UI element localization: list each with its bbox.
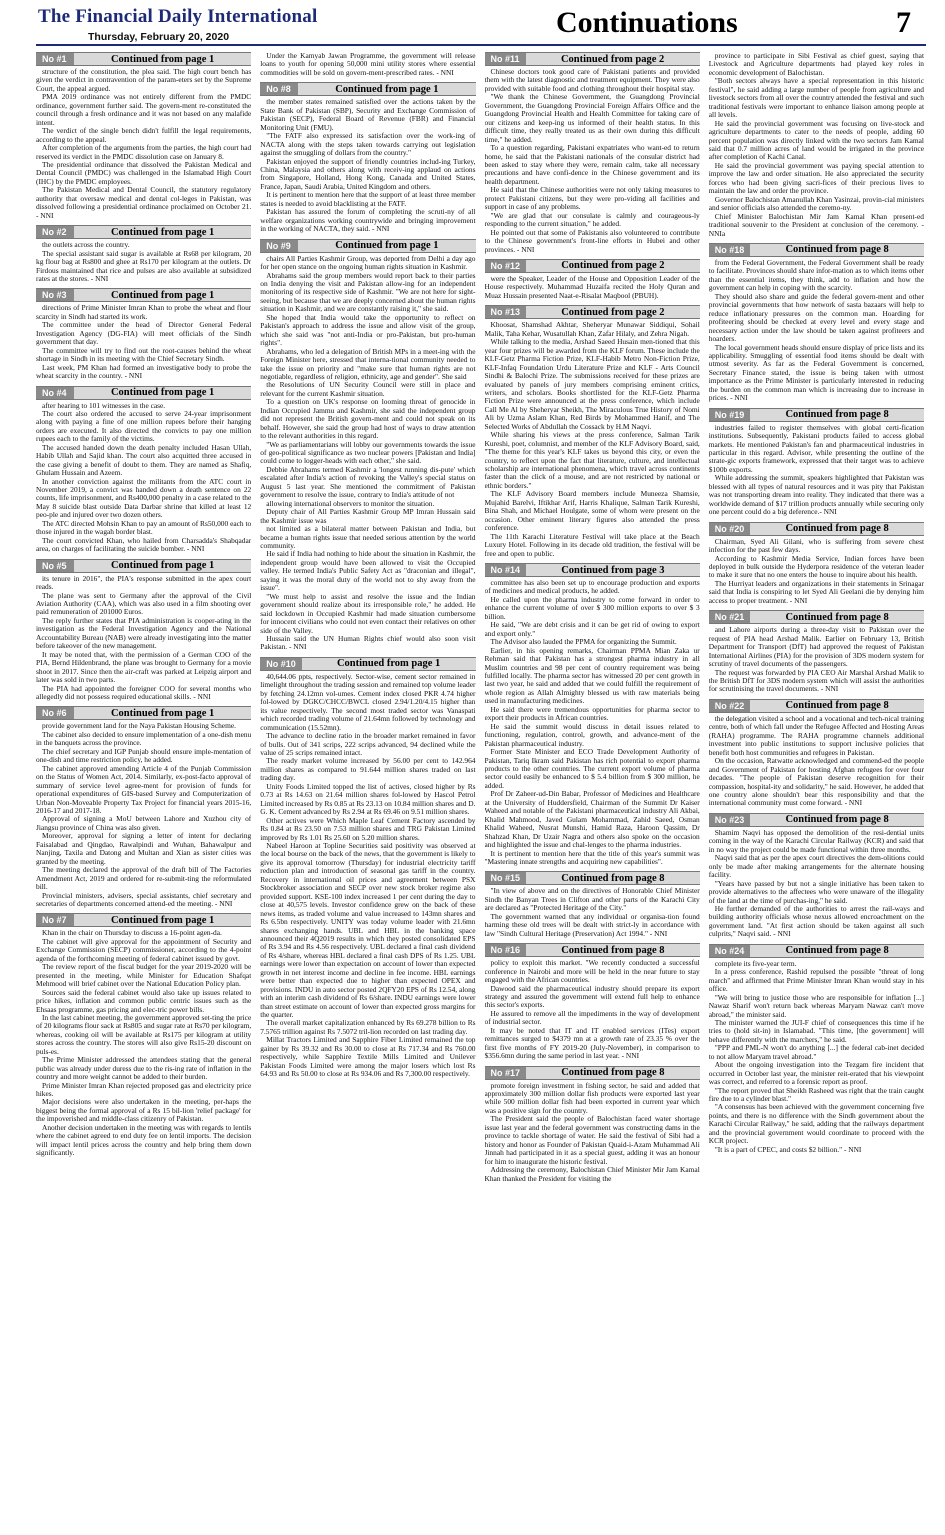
continued-from-label: Continued from page 8 bbox=[750, 700, 924, 712]
article-paragraph: The review report of the fiscal budget for the year 2019-2020 will be presented in the meeting, while Minister for Education Shafqat Mehmood will brief cabinet over the National Education Policy plan. bbox=[36, 962, 252, 989]
article-paragraph: Prof Dr Zaheer-ud-Din Babar, Professor of Medicines and Healthcare at the University of Huddersfield, Chairman of the Summit Dr Kaiser Waheed and notable of the Pakistani pharmaceutical industry Ali Akbai, Khalid Mahmood, Javed Gulam Mohammad, Zahid Saeed, Osman Khalid Waheed, Nusrat Munshi, Hamid Raza, Haroon Qassim, Dr Shahzad Khan, Dr Uzair Nagra and others also spoke on the occasion and highlighted the issue and chal-lenges to the pharma industries. bbox=[484, 789, 700, 850]
continuation-header bbox=[709, 408, 924, 422]
article-paragraph: Other actives were Which Maple Leaf Cement Factory ascended by Rs 0.84 at Rs 23.50 on 7.53 million shares and TRG Pakistan Limited improved by Rs 1.01 Rs 25.60 on 5.20 million shares. bbox=[260, 815, 476, 842]
article-paragraph: It is pertinent to mention here that the support of at least three member states is needed to avoid blacklisting at the FATF. bbox=[260, 190, 476, 208]
article-paragraph: The committee will try to find out the root-causes behind the wheat shortage in Sindh in its meeting with the Chief Secretary Sindh. bbox=[36, 345, 252, 364]
continued-from-label: Continued from page 8 bbox=[750, 409, 924, 421]
article-paragraph: the Resolutions of UN Security Council were still in place and relevant for the current Kashmir situation. bbox=[260, 380, 476, 398]
article-paragraph: Dawood said the pharmaceutical industry should prepare its export strategy and assured the government will extend full help to enhance this sector's exports. bbox=[484, 983, 700, 1010]
continuation-number: No #15 bbox=[485, 872, 527, 884]
section-title: Continuations bbox=[556, 6, 738, 39]
continuation-block bbox=[36, 706, 251, 908]
article-paragraph: Last week, PM Khan had formed an investigative body to probe the wheat scarcity in the country. - NNI bbox=[36, 362, 252, 381]
article-paragraph: Shamim Naqvi has opposed the demolition of the resi-dential units coming in the way of the Karachi Circular Railway (KCR) and said that in no way the project could be made functional within three months. bbox=[708, 827, 924, 854]
continuation-block bbox=[485, 259, 700, 300]
article-paragraph: The request was forwarded by PIA CEO Air Marshal Arshad Malik to the British DfT for 3DS modern system which will assist the authorities for scrutinising the travel documents. - NNI bbox=[708, 667, 924, 694]
continuation-number: No #11 bbox=[485, 53, 526, 65]
article-paragraph: It may be noted that IT and IT enabled services (ITes) export remittances surged to $4379 mn at a growth rate of 23.35 % over the first five months of FY 2019-20 (July-November), in comparison to $356.6mn during the same period in last year. - NNI bbox=[484, 1025, 700, 1061]
article-paragraph: 40,644.06 ppts, respectively. Sector-wise, cement sector remained in limelight throughout the trading session and remained top volume leader by fetching 24.12mn vol-umes. Cement index closed PKR 4.74 higher fol-lowed by DGKC/CHCC/BWCL closed 2.94/1.20/4.15 higher than its value respectively. The second most traded sector was Vanaspati which recorded trading volume of 21.64mn followed by technology and communication (15.52mn). bbox=[260, 671, 476, 732]
article-paragraph: "We will bring to justice those who are responsible for inflation [...] Nawaz Sharif won't return back whereas Maryam Nawaz can't move abroad," the minister said. bbox=[708, 992, 924, 1019]
article-paragraph: She hoped that India would take the opportunity to reflect on Pakistan's approach to address the issue and allow visit of the group, which she said was "not anti-India or pro-Pakistan, but pro-human rights". bbox=[260, 312, 476, 348]
article-paragraph: Under the Kamyab Jawan Programme, the government will release loans to youth for opening 50,000 mini utility stores where essential commodities will be sold on govern-ment-prescribed rates. - NNI bbox=[260, 52, 476, 77]
article-paragraph: The accused handed down the death penalty included Hasan Ullah, Habib Ullah and Sajid khan. The court also acquitted three accused in the case giving a benefit of doubt to them. They are named as Shafiq, Ghulam Hussain and Azeem. bbox=[36, 442, 252, 478]
article-paragraph: Former State Minister and ECO Trade Development Authority of Pakistan, Tariq Ikram said Pakistan has rich potential to export pharma products to the other countries. The current export volume of pharma sector could easily be enhanced to $ 5.4 billion from $ 300 million, he added. bbox=[484, 747, 700, 790]
continuation-number: No #16 bbox=[485, 944, 527, 956]
continuation-block bbox=[36, 913, 251, 1157]
article-paragraph: He said that the Chinese authorities were not only taking measures to protect Pakistani citizens, but they were pro-viding all facilities and support in case of any problems. bbox=[484, 185, 700, 212]
continuation-number: No #9 bbox=[260, 240, 298, 252]
continuation-number: No #4 bbox=[36, 387, 74, 399]
article-paragraph: He further demanded of the authorities to arrest the rail-ways and building authority officials whose nexus allowed encroachment on the government land. "At first action should be taken against all such culprits," Naqvi said. - NNI bbox=[708, 903, 924, 939]
article-paragraph: The verdict of the single bench didn't fulfill the legal requirements, according to the appeal. bbox=[36, 126, 252, 144]
article-paragraph: and Lahore airports during a three-day visit to Pakistan over the request of PIA head Arshad Malik. Earlier on February 13, British Department for Transport (DfT) had approved the request of Pakistan International Airlines (PIA) for the provision of 3DS modern system for scrutiny of travel documents of the passengers. bbox=[708, 625, 924, 669]
continuation-number: No #19 bbox=[709, 409, 751, 421]
article-paragraph: The Pakistan Medical and Dental Council, the statutory regulatory authority that oversaw medical and dental col-leges in Pakistan, was dissolved following a presidential ordinance proclaimed on October 21. - NNI bbox=[36, 185, 252, 220]
article-paragraph: The reply further states that PIA administration is cooper-ating in the investigation as the Federal Investigation Agency and the National Accountability Bureau (NAB) were already investigating into the matter before takeover of the new management. bbox=[36, 615, 252, 651]
article-paragraph: were the Speaker, Leader of the House and Opposition Leader of the House respectively. Muhammad Huzaifa recited the Holy Quran and Muaz Hussain presented Naat-e-Risalat Maqbool (PBUH). bbox=[484, 273, 700, 300]
article-paragraph: Debbie Abrahams termed Kashmir a 'longest running dis-pute' which escalated after India's action of revoking the Valley's special status on August 5 last year. She mentioned the commitment of Pakistan government to resolve the issue, contrary to India's attitude of not bbox=[260, 464, 476, 500]
article-paragraph: Addressing the ceremony, Balochistan Chief Minister Mir Jam Kamal Khan thanked the President for visiting the bbox=[484, 1165, 700, 1183]
continued-from-label: Continued from page 1 bbox=[302, 658, 476, 670]
article-paragraph: PMA 2019 ordinance was not entirely different from the PMDC ordinance, government further said. The govern-ment re-constituted the council through a fresh ordinance and it was not based on any malafide intent. bbox=[36, 92, 252, 127]
article-paragraph: Khoosat, Shamshad Akhtar, Sheheryar Munawar Siddiqui, Sohail Malik, Taha Kehar, Wusatullah Khan, Zafar Hilaly, and Zehra Nigah. bbox=[484, 320, 700, 338]
article-paragraph: Earlier, in his opening remarks, Chairman PPMA Mian Zaka ur Rehman said that Pakistan has a strongest pharma industry in all Muslim countries and 98 per cent of country requirement was being fulfilled locally. The pharma sector has witnessed 20 per cent growth in last two year, he said and added that we could fulfill the requirement of whole region as Allah Almighty blessed us with raw materials being used in manufacturing medicines. bbox=[484, 645, 700, 706]
article-paragraph: He pointed out that some of Pakistanis also volunteered to contribute to the Chinese government's front-line efforts in Hubei and other provinces. - NNI bbox=[484, 227, 700, 254]
continuation-block bbox=[485, 943, 700, 1060]
article-paragraph: Naqvi said that as per the apex court directives the dem-olitions could only be made after making arrangements for the alternate housing facility. bbox=[708, 853, 924, 880]
continuation-number: No #17 bbox=[485, 1067, 527, 1079]
continuation-number: No #13 bbox=[485, 306, 527, 318]
article-paragraph: promote foreign investment in fishing sector, he said and added that approximately 300 million dollar fish products were exported last year while 500 million dollar fish had been exported in current year which was a positive sign for the country. bbox=[484, 1080, 700, 1115]
continuation-header bbox=[36, 386, 251, 400]
article-paragraph: after hearing to 101 witnesses in the case. bbox=[42, 400, 166, 410]
continued-from-label: Continued from page 1 bbox=[74, 53, 251, 65]
article-paragraph: He said the summit would discuss in detail issues related to functioning, regulation, control, growth, and advance-ment of the Pakistan pharmaceutical industry. bbox=[484, 721, 700, 748]
article-paragraph: It is pertinent to mention here that the title of this year's summit was "Mastering innate strengths and acquiring new capabilities". bbox=[484, 848, 700, 866]
continuation-block bbox=[709, 813, 924, 939]
article-paragraph: "We as parliamentarians will lobby our governments towards the issue of geo-political significance as two nuclear powers [Pakistan and India] could come to logger-heads with each other," she said. bbox=[260, 439, 476, 466]
continuation-header bbox=[485, 52, 700, 66]
continuation-header bbox=[36, 52, 251, 66]
article-paragraph: Millat Tractors Limited and Sapphire Fiber Limited remained the top gainer by Rs 39.32 and Rs 30.00 to close at Rs 717.34 and Rs 760.00 respectively, while Sapphire Textile Mills Limited and Unilever Pakistan Foods Limited were among the major losers which lost Rs 64.93 and Rs 50.00 to close at Rs 934.06 and Rs 7,300.00 respectively. bbox=[260, 1035, 476, 1079]
article-paragraph: not limited as a bilateral matter between Pakistan and India, but became a human rights issue that needed serious attention by the world community. bbox=[260, 524, 476, 551]
continuation-block bbox=[709, 699, 924, 808]
article-paragraph: Hussain said the UN Human Rights chief would also soon visit Pakistan. - NNI bbox=[260, 634, 476, 652]
article-paragraph: Khan in the chair on Thursday to discuss a 16-point agen-da. bbox=[42, 928, 222, 938]
column-3 bbox=[485, 52, 700, 1527]
page-number: 7 bbox=[896, 6, 911, 39]
masthead bbox=[0, 0, 945, 48]
article-paragraph: Prime Minister Imran Khan rejected proposed gas and electricity price hikes. bbox=[36, 1080, 252, 1099]
continued-from-label: Continued from page 8 bbox=[526, 872, 700, 884]
continued-from-label: Continued from page 1 bbox=[74, 387, 251, 399]
article-paragraph: According to Kashmir Media Service, Indian forces have been deployed in bulk outside the Hyderpora residence of the veteran leader to make it sure that no one enters the house to inquire about his health. bbox=[708, 553, 924, 580]
article-paragraph: Chief Minister Balochistan Mir Jam Kamal Khan present-ed traditional souvenir to the President at conclusion of the ceremony. - NNIa bbox=[708, 211, 924, 238]
continued-from-label: Continued from page 8 bbox=[750, 814, 924, 826]
article-paragraph: "We must help to assist and resolve the issue and the Indian government should realize about its irresponsible role," he added. He said lockdown in Occupied Kashmir had made situation cumbersome for innocent civilians who could not even contact their relatives on other side of the Valley. bbox=[260, 591, 476, 635]
article-paragraph: Chairman, Syed Ali Gilani, who is suffering from severe chest infection for the past few days. bbox=[708, 536, 924, 555]
article-paragraph: the delegation visited a school and a vocational and tech-nical training centre, both of which fall under the Refugee Affected and Hosting Areas (RAHA) programme. The RAHA programme channels additional investment into public institutions to support inclusive policies that benefit both host communities and refugees in Pakistan. bbox=[708, 713, 924, 757]
article-paragraph: "We are glad that our consulate is calmly and courageous-ly responding to the current situation," he added. bbox=[484, 210, 700, 229]
article-paragraph: The 11th Karachi Literature Festival will take place at the Beach Luxury Hotel. Following in its decade old tradition, the festival will be free and open to public. bbox=[484, 531, 700, 558]
continuation-header bbox=[260, 82, 475, 96]
continuation-block bbox=[709, 243, 924, 403]
continuation-block bbox=[36, 559, 251, 702]
article-paragraph: "Years have passed by but not a single initiative has been taken to provide alternatives to the affectees who were unaware of the illegality of the land at the time of purchas-ing," he said. bbox=[708, 878, 924, 905]
article-paragraph: The government warned that any individual or organisa-tion found harming these old trees will be dealt with strict-ly in accordance with law "Sindh Cultural Heritage (Preservation) Act 1994." - NNI bbox=[484, 911, 700, 938]
continued-from-label: Continued from page 8 bbox=[526, 944, 700, 956]
article-paragraph: "We thank the Chinese Government, the Guangdong Provincial Government, the Guangdong Provincial Foreign Affairs Office and the Guangdong Provincial Health and Health Committee for taking care of our citizens and keep-ing us informed of their health status. In this difficult time, they really treated us as their own during this difficult time," he added. bbox=[484, 92, 700, 144]
continuation-block bbox=[485, 563, 700, 866]
article-paragraph: "In view of above and on the directives of Honorable Chief Minister Sindh the Banyan Trees in Clifton and other parts of the Karachi City are declared as "Protected Heritage of the City." bbox=[484, 886, 700, 913]
article-paragraph: allowing international observers to monitor the situation. bbox=[266, 498, 435, 508]
article-paragraph: The Prime Minister addressed the attendees stating that the general public was already under duress due to the ris-ing rate of inflation in the country and more weight cannot be added to their burden. bbox=[36, 1055, 252, 1082]
article-paragraph: the outlets across the country. bbox=[42, 240, 130, 250]
continuation-block bbox=[36, 386, 251, 554]
continuation-header bbox=[709, 610, 924, 624]
article-paragraph: Unity Foods Limited topped the list of actives, closed higher by Rs 0.73 at Rs 14.63 on 21.64 million shares fol-lowed by Hascol Petrol Limited increased by Rs 0.85 at Rs 23.13 on 10.84 million shares and D. G. K. Cement advanced by Rs 2.94 at Rs 69.46 on 9.51 million shares. bbox=[260, 781, 476, 817]
continued-from-label: Continued from page 8 bbox=[750, 244, 924, 256]
article-paragraph: Governor Balochistan Amanullah Khan Yasinzai, provin-cial ministers and senior officials also attended the ceremo-ny. bbox=[708, 194, 924, 213]
continuation-block bbox=[36, 52, 251, 220]
article-paragraph: They should also share and guide the federal govern-ment and other provincial governments that how network of sasta bazaars will help to reduce inflationary pressures on the common man. Hoarding for profiteering should be checked at every level and every stage and necessary action under the law should be taken against profiteers and hoarders. bbox=[708, 291, 924, 344]
continuation-block bbox=[36, 225, 251, 283]
continued-from-label: Continued from page 2 bbox=[526, 306, 700, 318]
continuation-block bbox=[485, 52, 700, 254]
continued-from-label: Continued from page 1 bbox=[298, 240, 475, 252]
article-paragraph: The PIA had appointed the foreigner COO for several months who allegedly did not possess required educational skills. - NNI bbox=[36, 683, 252, 701]
continuation-header bbox=[36, 288, 251, 302]
continuation-number: No #22 bbox=[709, 700, 751, 712]
column-2 bbox=[260, 52, 475, 1527]
article-paragraph: "Both sectors always have a special representation in this historic festival", he said adding a large number of people from agriculture and livestock sectors from all over the country attended the festival and such traditional festivals were important to enhance liaison among people at all levels. bbox=[708, 76, 924, 120]
continuation-header bbox=[709, 522, 924, 536]
article-paragraph: He said, "We are debt crisis and it can be get rid of owing to export and export only." bbox=[484, 620, 700, 638]
article-paragraph: He assured to remove all the impediments in the way of development of industrial sector. bbox=[484, 1008, 700, 1027]
article-paragraph: The chief secretary and IGP Punjab should ensure imple-mentation of one-dish and time restriction policy, he added. bbox=[36, 746, 252, 765]
article-paragraph: To a question on UK's response on looming threat of genocide in Indian Occupied Jammu and Kashmir, she said the independent group did not represent the British govern-ment and could not speak on its behalf. However, she said the group had host of ways to draw attention to the relevant authorities in this regard. bbox=[260, 397, 476, 441]
article-paragraph: The cabinet will give approval for the appointment of Security and Exchange Commission (SECP) commissioner, according to the 4-point agenda of the forthcoming meeting of federal cabinet issued by govt. bbox=[36, 936, 252, 963]
article-paragraph: complete its five-year term. bbox=[714, 958, 797, 968]
continuation-block bbox=[485, 305, 700, 558]
article-paragraph: The ready market volume increased by 56.00 per cent to 142.964 million shares as compared to 91.644 million shares traded on last trading day. bbox=[260, 756, 476, 783]
article-paragraph: After completion of the arguments from the parties, the high court had reserved its verdict in the PMDC dissolution case on January 8. bbox=[36, 143, 252, 161]
article-paragraph: He said the provincial government was focusing on live-stock and agriculture departments to cater to the needs of people, adding 60 percent population was directly linked with the two sectors Jam Kamal said that 0.7 million acres of land would be irrigated in the province after completion of Kachi Canal. bbox=[708, 118, 924, 162]
continuation-block bbox=[709, 52, 924, 238]
article-paragraph: industries failed to register themselves with global certi-fication institutions. Subsequently, Pakistani products failed to access global markets. He mentioned Pakistan's fan and pharmaceutical industries in particular in this regard. Advisor, while presenting the outline of the strate-gic exports framework, expressed that their target was to achieve $100b exports. bbox=[708, 422, 924, 474]
continuation-number: No #1 bbox=[36, 53, 74, 65]
continuation-number: No #7 bbox=[36, 914, 74, 926]
article-paragraph: "PPP and PML-N won't do anything [...] the federal cab-inet decided to not allow Maryam travel abroad." bbox=[708, 1043, 924, 1061]
article-paragraph: He said if India had nothing to hide about the situation in Kashmir, the independent group would have been allowed to visit the Occupied valley. He termed India's Public Safety Act as "draconian and illegal", saying it was the moral duty of the world not to shy away from the issue". bbox=[260, 549, 476, 593]
continuation-header bbox=[709, 944, 924, 958]
article-paragraph: from the Federal Government, the Federal Government shall be ready to facilitate. Provinces should share infor-mation as to which items other than the essential items, they think, add to inflation and how the government can help in coping with the scarcity. bbox=[708, 257, 924, 293]
continuation-number: No #5 bbox=[36, 560, 74, 572]
continuation-header bbox=[709, 243, 924, 257]
article-paragraph: The President said the people of Balochistan faced water shortage issue last year and the federal government was constructing dams in the province to tackle shortage of water. He said the festival of Sibi had a history and honor as Founder of Pakistan Quaid-i-Azam Muhammad Ali Jinnah had participated in it as a special guest, adding it was an honour for him to inaugurate the historic festival. bbox=[484, 1114, 700, 1166]
continued-from-label: Continued from page 2 bbox=[526, 260, 700, 272]
continuation-header bbox=[36, 706, 251, 720]
publication-date: Thursday, February 20, 2020 bbox=[88, 31, 230, 43]
article-paragraph: Approval of signing a MoU between Lahore and Xuzhou city of Jiangsu province of China was also given. bbox=[36, 814, 252, 832]
article-paragraph: Sources said the federal cabinet would also take up issues related to price hikes, inflation and common public centric issues such as the Ehsaas programme, gas pricing and elec-tric power bills. bbox=[36, 987, 252, 1014]
article-paragraph: Deputy chair of All Parties Kashmir Group MP Imran Hussain said the Kashmir issue was bbox=[260, 507, 476, 525]
article-paragraph: The cabinet approved amending Article 4 of the Punjab Commission on the Status of Women Act, 2014. Similarly, ex-post-facto approval of summary of service level agree-ment for provision of funds for operational expenditures of GIS-based Survey and Computerization of Urban Non-Moveable Property Tax Project for financial years 2015-16, 2016-17 and 2017-18. bbox=[36, 763, 252, 815]
article-paragraph: In the last cabinet meeting, the government approved set-ting the price of 20 kilograms flour sack at Rs805 and sugar rate at Rs70 per kilogram, whereas, cooking oil will be available at Rs175 per kilogram at utility stores across the country. The stores will also give Rs15-20 discount on puls-es. bbox=[36, 1012, 252, 1056]
article-paragraph: The presidential ordinance that dissolved the Pakistan Medical and Dental Council (PMDC) was challenged in the Islamabad High Court (IHC) by the PMDC employees. bbox=[36, 159, 252, 186]
newspaper-name: The Financial Daily International bbox=[38, 6, 318, 27]
continuation-header bbox=[36, 913, 251, 927]
continued-from-label: Continued from page 1 bbox=[298, 83, 475, 95]
continued-from-label: Continued from page 8 bbox=[750, 611, 924, 623]
continuation-header bbox=[485, 943, 700, 957]
continued-from-label: Continued from page 8 bbox=[750, 945, 924, 957]
article-paragraph: Pakistan has assured the forum of completing the scruti-ny of all welfare organizations working countrywide and bringing improvement in the working of NACTA, they said. - NNI bbox=[260, 207, 476, 234]
article-paragraph: On the occasion, Ratwatte acknowledged and commend-ed the people and Government of Pakistan for hosting Afghan refugees for over four decades. "The people of Pakistan deserve recognition for their compassion, hospital-ity and solidarity," he said. However, he added that one country alone shouldn't bear this responsibility and that the international community must come forward. - NNI bbox=[708, 756, 924, 808]
article-paragraph: The court convicted Khan, who hailed from Charsadda's Shabqadar area, on charges of facilitating the suicide bomber. - NNI bbox=[36, 535, 252, 554]
article-paragraph: "The FATF also expressed its satisfaction over the work-ing of NACTA along with the steps taken towards carrying out legislation against the smuggling of dollars from the country." bbox=[260, 131, 476, 158]
article-paragraph: "A consensus has been achieved with the government concerning five points, and there is no difference with the Sindh government about the Karachi Circular Railway," he said, adding that the railways department and the provincial government would coordinate to proceed with the KCR project. bbox=[708, 1102, 924, 1146]
continuation-block bbox=[709, 944, 924, 1154]
article-columns bbox=[36, 52, 926, 1527]
continuation-header bbox=[709, 699, 924, 713]
continuation-block bbox=[709, 408, 924, 517]
article-paragraph: While addressing the summit, speakers highlighted that Pakistan was blessed with all types of natural resources and it was pity that Pakistan was not transporting dream into reality. They indicated that there was a worldwide demand of $17 trillion products annually while securing only one percent could do a big deference.- NNI bbox=[708, 473, 924, 517]
continuation-number: No #10 bbox=[260, 658, 302, 670]
continuation-header bbox=[485, 259, 700, 273]
article-paragraph: The overall market capitalization enhanced by Rs 69.278 billion to Rs 7.5765 trillion against Rs 7.5072 tril-lion recorded on last trading day. bbox=[260, 1018, 476, 1036]
article-paragraph: The committee under the head of Director General Federal Investigation Agency (DG-FIA) will meet officials of the Sindh government that day. bbox=[36, 320, 252, 347]
article-paragraph: Another decision undertaken in the meeting was with regards to lentils where the cabinet agreed to end duty fee on lentil imports. The decision will impact lentil prices across the country and help bring them down significantly. bbox=[36, 1122, 252, 1158]
article-paragraph: The Hurriyat leaders and organizations in their statements in Srinagar said that India is conspiring to let Syed Ali Geelani die by denying him access to proper treatment. - NNI bbox=[708, 578, 924, 605]
continuation-block bbox=[260, 52, 475, 77]
continuation-block bbox=[709, 522, 924, 606]
continuation-header bbox=[485, 305, 700, 319]
continued-from-label: Continued from page 2 bbox=[526, 53, 700, 65]
continuation-header bbox=[260, 657, 475, 671]
article-paragraph: The special assistant said sugar is available at Rs68 per kilogram, 20 kg flour bag at Rs800 and ghee at Rs170 per kilogram at the outlets. Dr Firdous maintained that rice and pulses are also available at subsidized rates at the stores. - NNI bbox=[36, 248, 252, 283]
article-paragraph: Moreover, approval for signing a letter of intent for declaring Faisalabad and Qingdao, Rawalpindi and Wuhan, Bahawalpur and Nanjing, Taxila and Datong and Multan and Xian as sister cities was granted by the meeting. bbox=[36, 831, 252, 866]
continuation-header bbox=[36, 225, 251, 239]
article-paragraph: In a press conference, Rashid repulsed the possible "threat of long march" and affirmed that Prime Minister Imran Khan would stay in his office. bbox=[708, 967, 924, 994]
article-paragraph: Abrahams said the group members would report back to their parties on India denying the visit and Pakistan allow-ing for an independent monitoring of its respective side of Kashmir. "We are not here for sight-seeing, but because that we are deeply concerned about the human rights situation in Kashmir, and we are constantly raising it," she said. bbox=[260, 270, 476, 314]
continuation-number: No #3 bbox=[36, 289, 74, 301]
continuation-number: No #14 bbox=[485, 564, 527, 576]
article-paragraph: The advance to decline ratio in the broader market remained in favor of bulls. Out of 341 scrips, 222 scrips advanced, 94 declined while the value of 25 scrips remained intact. bbox=[260, 731, 476, 757]
article-paragraph: chairs All Parties Kashmir Group, was deported from Delhi a day ago for her open stance on the ongoing human rights situation in Kashmir. bbox=[260, 253, 476, 272]
continuation-number: No #18 bbox=[709, 244, 751, 256]
continuation-block bbox=[260, 239, 475, 652]
article-paragraph: He said the provincial government was paying special attention to improve the law and order situation. He also appreciated the security forces who had been giving sacri-fices of their precious lives to maintain the law and order the province. bbox=[708, 160, 924, 196]
article-paragraph: In another conviction against the militants from the ATC court in November 2019, a convict was handed down a death sentence on 22 counts, life imprisonment, and Rs400,000 penalty in a case related to the May 8 suicide blast outside Data Darbar shrine that killed at least 12 peo-ple and injured over two dozen others. bbox=[36, 476, 252, 520]
article-paragraph: The minister warned the JUI-F chief of consequences this time if he tries to (hold sit-in) in Islamabad. "This time, [the government] will behave differently with the marchers," he said. bbox=[708, 1017, 924, 1044]
article-paragraph: The meeting declared the approval of the draft bill of The Factories Amendment Act, 2019 and ordered for re-submit-ting the reformulated bill. bbox=[36, 865, 252, 892]
masthead-rule bbox=[36, 44, 926, 46]
continuation-header bbox=[36, 559, 251, 573]
continued-from-label: Continued from page 8 bbox=[750, 523, 924, 535]
continuation-header bbox=[260, 239, 475, 253]
article-paragraph: The ATC directed Mohsin Khan to pay an amount of Rs50,000 each to those injured in the wagah border blast. bbox=[36, 518, 252, 537]
article-paragraph: About the ongoing investigation into the Tezgam fire incident that occurred in October last year, the minister reit-erated that his viewpoint was correct, and referred to a forensic report as proof. bbox=[708, 1060, 924, 1087]
continuation-block bbox=[485, 1066, 700, 1183]
continued-from-label: Continued from page 3 bbox=[526, 564, 700, 576]
article-paragraph: The cabinet also decided to ensure implementation of a one-dish menu in the banquets across the province. bbox=[36, 729, 252, 748]
article-paragraph: The Advisor also lauded the PPMA for organizing the Summit. bbox=[490, 637, 677, 647]
article-paragraph: The KLF Advisory Board members include Muneeza Shamsie, Mujahid Barelvi, Iftikhar Arif, Harris Khalique, Salman Tarik Kureshi, Bina Shah, and Michael Houlgate, some of whom were present on the occasion. Other eminent literary figures also attended the press conference. bbox=[484, 489, 700, 533]
continuation-number: No #6 bbox=[36, 707, 74, 719]
continuation-number: No #8 bbox=[260, 83, 298, 95]
continued-from-label: Continued from page 1 bbox=[74, 914, 251, 926]
article-paragraph: Provincial ministers, advisers, special assistants, chief secretary and secretaries of departments concerned attend-ed the meeting. - NNI bbox=[36, 890, 252, 908]
article-paragraph: While talking to the media, Arshad Saeed Husain men-tioned that this year four prizes will be awarded from the KLF forum. These include the KLF-Getz Pharma Fiction Prize, KLF-Habib Metro Non-Fiction Prize, KLF-Infaq Foundation Urdu Literature Prize and KLF - Arts Council Sindhi & Balochi Prize. The submissions received for these prizes are evaluated by panels of jury members comprising eminent critics, writers, and scholars. Books shortlisted for the KLF-Getz Pharma Fiction Prize were announced at the press conference, which include Call Me Al by Sheheryar Sheikh, The Miraculous True History of Nomi Ali by Uzma Aslam Khan, Red Birds by Mohammed Hanif, and The Selected Works of Abdullah the Cossack by H.M Naqvi. bbox=[484, 337, 700, 431]
continued-from-label: Continued from page 8 bbox=[526, 1067, 700, 1079]
continuation-header bbox=[485, 1066, 700, 1080]
continued-from-label: Continued from page 1 bbox=[74, 289, 251, 301]
article-paragraph: Chinese doctors took good care of Pakistani patients and provided them with the latest diagnostic and treatment equipment. They were also provided with suitable food and clothing throughout their hospital stay. bbox=[484, 67, 700, 93]
column-1 bbox=[36, 52, 251, 1527]
article-paragraph: While sharing his views at the press conference, Salman Tarik Kureshi, poet, columnist, and member of the KLF Advisory Board, said, "The theme for this year's KLF takes us beyond this city, or even the country, to reflect upon the fact that literature, culture, and intellectual scholarship are international phenomena, which travel across continents faster than the click of a mouse, and are not restricted by national or ethnic borders." bbox=[484, 430, 700, 490]
continuation-number: No #2 bbox=[36, 226, 74, 238]
article-paragraph: Abrahams, who led a delegation of British MPs in a meet-ing with the Foreign Minister here, stressed that interna-tional community needed to take the issue on priority and "make sure that human rights are not negotiable, regardless of religion, ethnicity, age and gender". She said bbox=[260, 346, 476, 381]
continuation-header bbox=[485, 563, 700, 577]
continued-from-label: Continued from page 1 bbox=[74, 707, 251, 719]
column-4 bbox=[709, 52, 924, 1527]
article-paragraph: directions of Prime Minister Imran Khan to probe the wheat and flour scarcity in Sindh had started its work. bbox=[36, 303, 252, 321]
article-paragraph: "The report proved that Sheikh Rasheed was right that the train caught fire due to a cylinder blast." bbox=[708, 1085, 924, 1104]
article-paragraph: Major decisions were also undertaken in the meeting, per-haps the biggest being the formal approval of a Rs 15 bil-lion 'relief package' for the impoverished and middle-class citizenry of Pakistan. bbox=[36, 1097, 252, 1124]
continuation-block bbox=[485, 871, 700, 938]
article-paragraph: its tenure in 2016", the PIA's response submitted in the apex court reads. bbox=[36, 573, 252, 592]
continued-from-label: Continued from page 1 bbox=[74, 226, 251, 238]
article-paragraph: The plane was sent to Germany after the approval of the Civil Aviation Authority (CAA), which was also used in a film shooting over paid remuneration of 201000 Euros. bbox=[36, 590, 252, 617]
continuation-number: No #21 bbox=[709, 611, 751, 623]
continuation-number: No #23 bbox=[709, 814, 751, 826]
article-paragraph: The local government heads should ensure display of price lists and its applicability. Smuggling of essential food items should be dealt with utmost severity. As far as the Federal Government is concerned, Secretary Finance stated, the issue is being taken with utmost importance as the Prime Minister is particularly interested in reducing the burden on the common man which is increasing due to increase in prices. - NNI bbox=[708, 342, 924, 403]
article-paragraph: provide government land for the Naya Pakistan Housing Scheme. bbox=[42, 721, 236, 731]
continuation-block bbox=[709, 610, 924, 694]
article-paragraph: province to participate in Sibi Festival as chief guest, saying that Livestock and Agriculture departments had played key roles in economic development of Balochistan. bbox=[708, 52, 924, 77]
continuation-block bbox=[260, 657, 475, 1079]
article-paragraph: The court also ordered the accused to serve 24-year imprisonment along with paying a fine of one million rupees before their hanging orders are executed. It also directed the convicts to pay one million rupees each to the family of the victims. bbox=[36, 408, 252, 444]
continuation-block bbox=[260, 82, 475, 233]
continuation-number: No #20 bbox=[709, 523, 751, 535]
article-paragraph: Nabeel Haroon at Topline Securities said positivity was observed at the local bourse on the back of the news, that the government is likely to give its approval tomorrow (Thursday) for industrial electricity tariff reduction plan and introduction of seasonal gas tariff in the country. Recovery in international oil prices and agreement between PSX Stockbroker association and SECP over new stock broker regime also provided support. KSE-100 index increased 1 per cent during the day to close at 40,575 levels. Investor confidence grew on the back of these news items, as traded volume and value increased to 143mn shares and Rs 6.5bn respectively. UNITY was today volume leader with 21.6mn shares exchanging hands. UBL and HBL in the banking space announced their 4Q2019 results in which they posted consolidated EPS of Rs 3.94 and Rs 4.56 respectively. UBL declared a final cash dividend of Rs 4/share, whereas HBL declared a final cash DPS of Rs 1.25. UBL earnings were lower than expectation on account of lower than expected growth in net interest income and decline in fee income. HBL earnings were better than expected due to higher than expected OPEX and provisions. INDU in auto sector posted 2QFY20 EPS of Rs 12.54, along with an interim cash dividend of Rs 6/share. INDU earnings were lower than street estimate on account of lower than expected gross margins for the quarter. bbox=[260, 840, 476, 1020]
article-paragraph: Pakistan enjoyed the support of friendly countries includ-ing Turkey, China, Malaysia and others along with receiv-ing applaud on actions from Singapore, Holland, Hong Kong, Canada and United States, France, Japan, Saudi Arabia, United Kingdom and others. bbox=[260, 156, 476, 191]
article-paragraph: committee has also been set up to encourage production and exports of medicines and medical products, he added. bbox=[484, 578, 700, 596]
continuation-number: No #12 bbox=[485, 260, 527, 272]
article-paragraph: policy to exploit this market. "We recently conducted a successful conference in Nairobi and more will be held in the near future to stay engaged with the African countries. bbox=[484, 958, 700, 985]
article-paragraph: To a question regarding, Pakistani expatriates who want-ed to return home, he said that the Pakistani nationals of the consular district had been asked to stay where they were, remain calm, take all necessary precautions and have confi-dence in the Chinese government and its health department. bbox=[484, 143, 700, 186]
article-paragraph: structure of the constitution, the plea said. The high court bench has given the verdict in contravention of the param-eters set by the Supreme Court, the appeal argued. bbox=[36, 67, 252, 93]
continuation-number: No #24 bbox=[709, 945, 751, 957]
article-paragraph: the member states remained satisfied over the actions taken by the State Bank of Pakistan (SBP), Security and Exchange Commission of Pakistan (SECP), Federal Board of Revenue (FBR) and Financial Monitoring Unit (FMU). bbox=[260, 97, 476, 132]
article-paragraph: "It is a part of CPEC, and costs $2 billion." - NNI bbox=[714, 1144, 862, 1154]
article-paragraph: It may be noted that, with the permission of a German COO of the PIA, Bernd Hildenbrand, the plane was brought to Germany for a movie shoot in 2017. Since then the air-craft was parked at Leipzig airport and later was sold in two parts. bbox=[36, 649, 252, 685]
continuation-header bbox=[709, 813, 924, 827]
article-paragraph: He said there were tremendous opportunities for pharma sector to export their products in African countries. bbox=[484, 704, 700, 723]
article-paragraph: He called upon the pharma industry to come forward in order to enhance the current volume of over $ 300 million exports to over $ 3 billion. bbox=[484, 594, 700, 621]
continuation-header bbox=[485, 871, 700, 885]
continuation-block bbox=[36, 288, 251, 380]
continued-from-label: Continued from page 1 bbox=[74, 560, 251, 572]
